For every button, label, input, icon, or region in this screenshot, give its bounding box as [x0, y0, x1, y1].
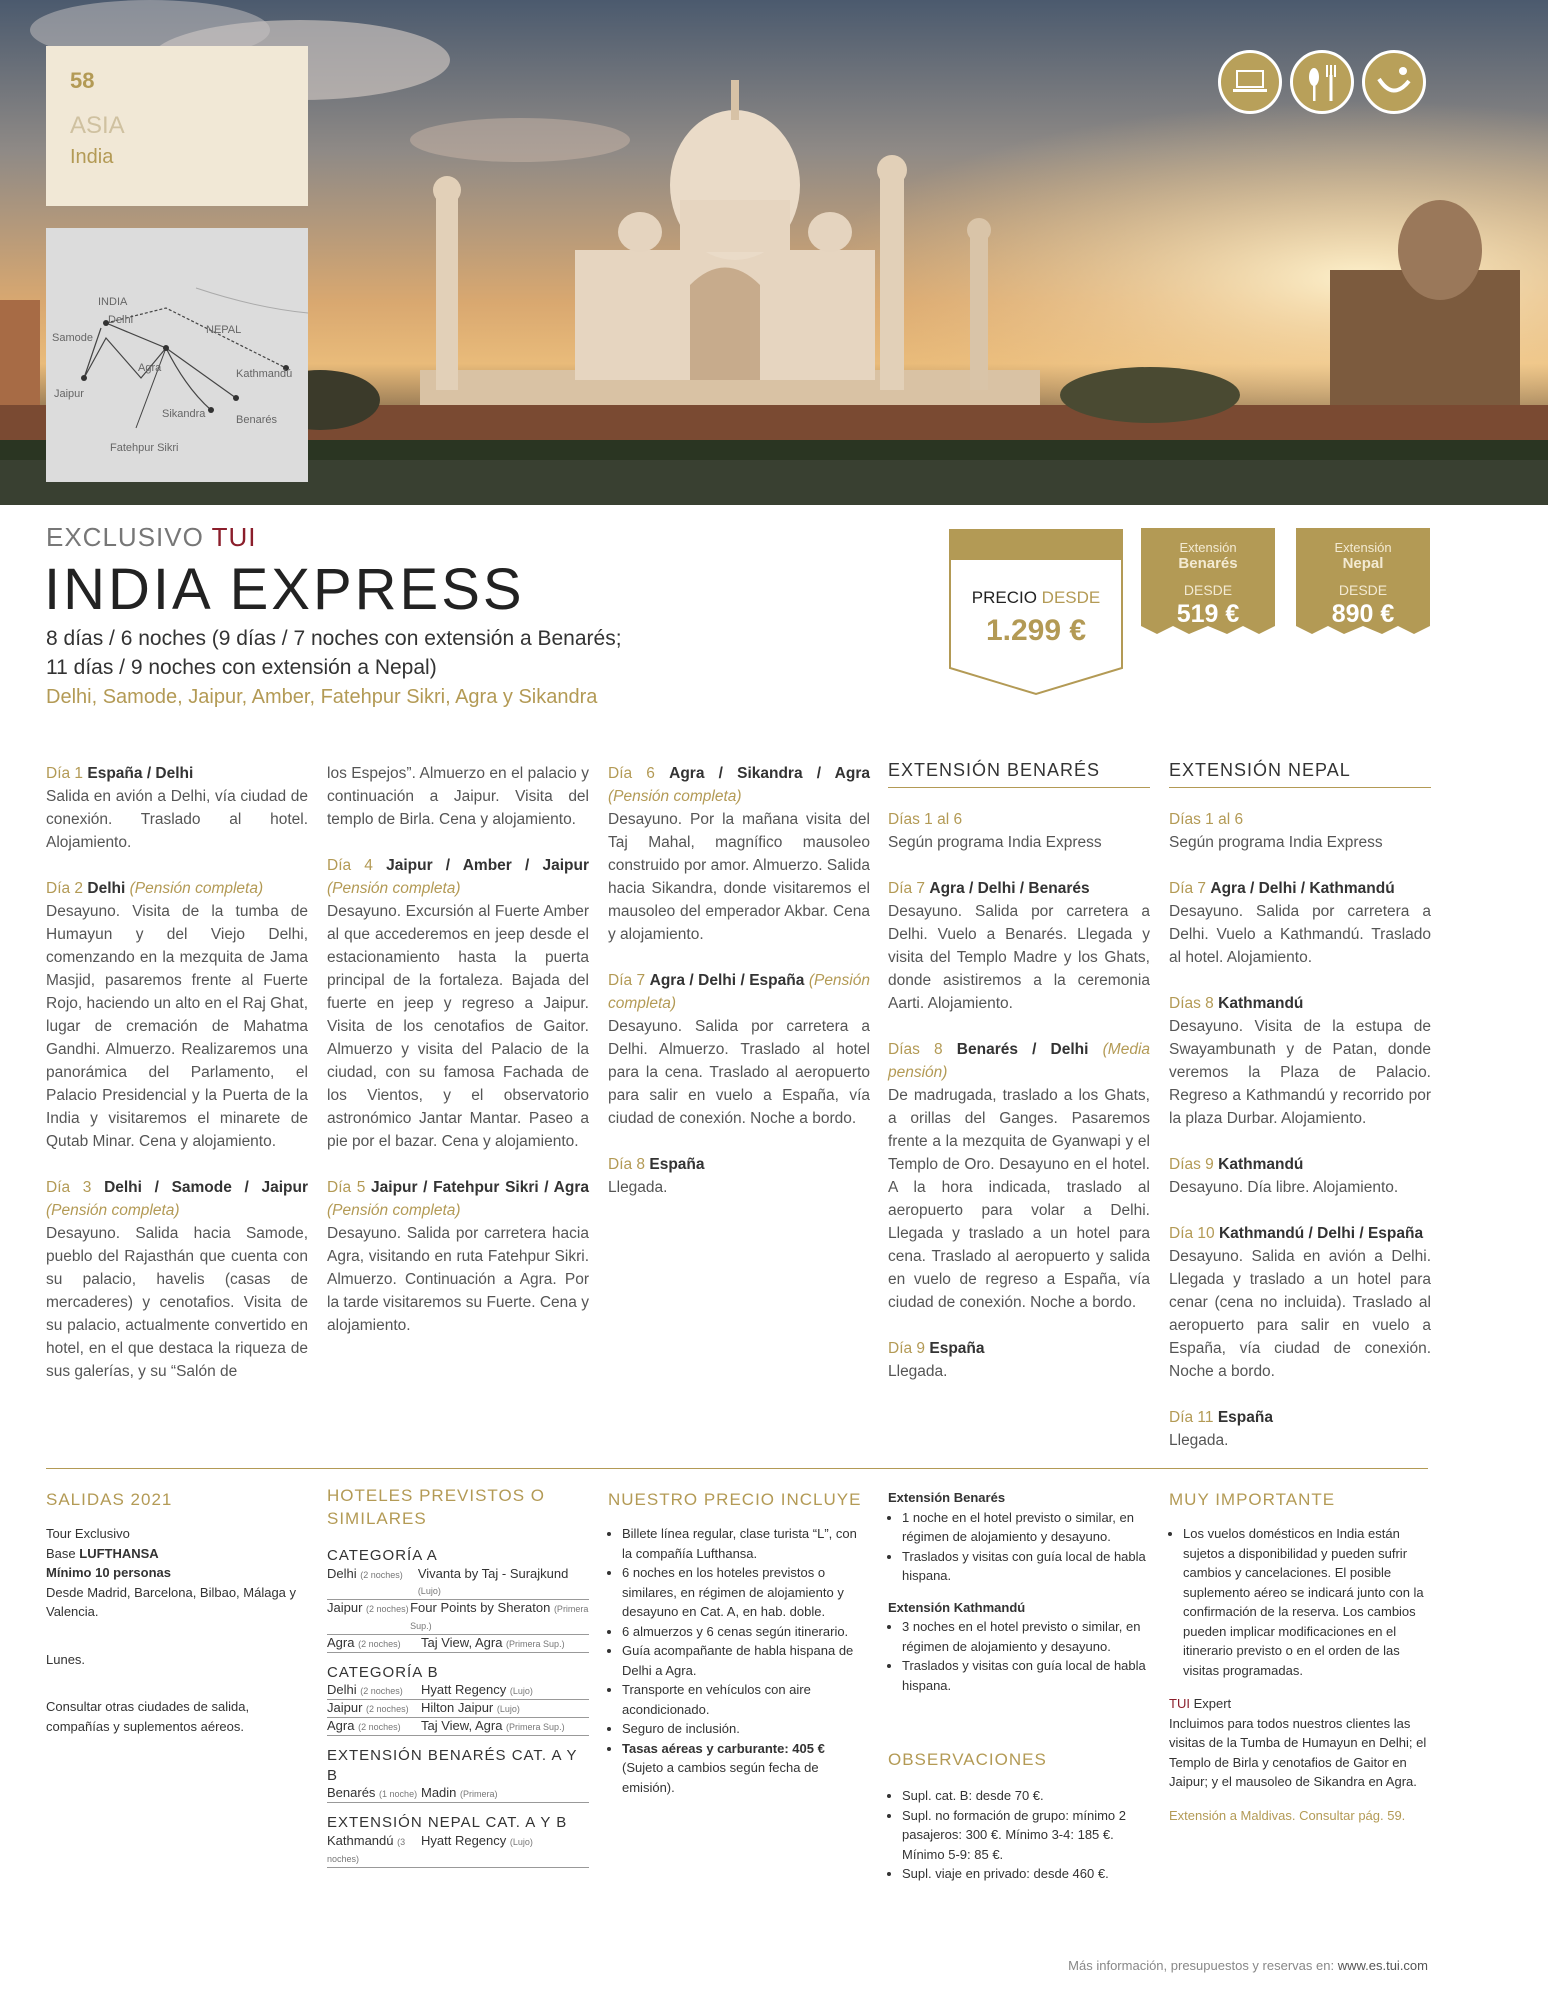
day-description: Desayuno. Salida por carretera a Delhi. Vuelo a Benarés. Llegada y visita del Templo Madre y los Ghats, donde asistiremos a la ceremonia Aarti. Alojamiento. [888, 903, 1150, 1012]
hotel-name-cell [421, 1635, 565, 1652]
day-number: Días 1 al 6 [1169, 811, 1244, 828]
hotel-city: Kathmandú [327, 1832, 394, 1848]
itinerary-day [327, 1176, 589, 1337]
itinerary-day [888, 1038, 1150, 1314]
price-from: DESDE [1041, 588, 1101, 607]
hotel-city-cell [327, 1700, 421, 1717]
day-description: Llegada. [888, 1363, 948, 1380]
footer-url[interactable]: www.es.tui.com [1337, 1958, 1428, 1973]
hotel-category: EXTENSIÓN BENARÉS CAT. A Y B [327, 1747, 578, 1784]
hotel-name: Hyatt Regency [421, 1682, 507, 1697]
list-item: • Seguro de inclusión. [622, 1719, 870, 1739]
extension-line-2: Nepal [1342, 555, 1384, 572]
list-item: • 3 noches en el hotel previsto o similar, en régimen de alojamiento y desayuno. [902, 1617, 1150, 1656]
day-heading [608, 765, 870, 805]
day-heading [888, 1041, 1150, 1081]
day-number: Día 10 [1169, 1225, 1215, 1242]
day-heading [888, 880, 1090, 897]
hotel-category-label: (Lujo) [509, 1836, 533, 1847]
day-route: España [1217, 1409, 1273, 1426]
hotel-category-label: (Primera) [460, 1789, 498, 1799]
benares-price-tag [1141, 528, 1275, 650]
day-heading [1169, 880, 1395, 897]
tasas-bold: Tasas aéreas y carburante: 405 € [622, 1740, 825, 1756]
hotel-row [327, 1566, 589, 1600]
ext-kathmandu-list [888, 1617, 1150, 1695]
hotel-name-cell [421, 1682, 533, 1699]
day-route: Kathmandú [1218, 995, 1304, 1012]
day-description: Desayuno. Salida por carretera a Delhi. Vuelo a Kathmandú. Traslado al hotel. Alojamiento. [1169, 903, 1431, 966]
tui-expert-brand: TUI [1169, 1696, 1190, 1711]
feature-icons [1218, 50, 1433, 116]
hotel-name-cell [421, 1833, 533, 1867]
day-route: Agra / Delhi / España [649, 972, 805, 989]
observaciones-block [888, 1786, 1150, 1884]
day-number: Día 7 [888, 880, 926, 897]
incluye-block [608, 1524, 870, 1797]
hotel-row [327, 1682, 589, 1700]
day-description: Salida en avión a Delhi, vía ciudad de conexión. Traslado al hotel. Alojamiento. [46, 788, 308, 851]
extension-line-1: Extensión [1179, 540, 1237, 555]
extension-line-1: Extensión [1334, 540, 1392, 555]
salidas-airline: LUFTHANSA [79, 1545, 159, 1561]
footer-text: Más información, presupuestos y reservas en: [1068, 1958, 1338, 1973]
day-number: Día 7 [1169, 880, 1207, 897]
extensions-included-block [888, 1488, 1150, 1695]
hotel-name: Taj View, Agra [421, 1718, 503, 1733]
hotel-nights: (3 noches) [327, 1836, 406, 1864]
day-route: Agra / Sikandra / Agra [669, 765, 870, 782]
day-number: Días 8 [1169, 995, 1214, 1012]
day-heading [1169, 1409, 1273, 1426]
itinerary-day [46, 877, 308, 1153]
day-pension: (Pensión completa) [129, 880, 264, 897]
price-tag-shape [948, 528, 1124, 696]
duration-line-1: 8 días / 6 noches (9 días / 7 noches con extensión a Benarés; [46, 627, 622, 650]
itinerary-day [1169, 1222, 1431, 1383]
extension-from: DESDE [1338, 582, 1388, 598]
list-item: • 1 noche en el hotel previsto o similar, en régimen de alojamiento y desayuno. [902, 1508, 1150, 1547]
kicker-brand: TUI [211, 522, 257, 552]
itinerary-day [888, 877, 1150, 1015]
day-pension: (Media pensión) [888, 1041, 1151, 1081]
day-number: Día 4 [327, 857, 373, 874]
incluye-heading: NUESTRO PRECIO INCLUYE [608, 1490, 862, 1509]
nepal-price-tag [1296, 528, 1430, 650]
hotel-name: Hyatt Regency [421, 1832, 507, 1848]
hotel-city: Delhi [327, 1682, 357, 1697]
hero-image [0, 0, 1548, 505]
hotel-category: CATEGORÍA B [327, 1663, 439, 1681]
map-label: Kathmandú [236, 368, 293, 380]
day-number: Día 5 [327, 1179, 366, 1196]
hotel-city: Benarés [327, 1785, 376, 1800]
day-description: Desayuno. Salida en avión a Delhi. Llegada y traslado a un hotel para cenar (cena no incluida). Traslado al aeropuerto para salir en vuelo a España, vía ciudad de conexión. Noche a bordo. [1169, 1248, 1431, 1380]
salidas-note: Consultar otras ciudades de salida, compañías y suplementos aéreos. [46, 1699, 250, 1734]
itinerary-day [46, 1176, 308, 1383]
day-route: España [929, 1340, 985, 1357]
hotel-category: EXTENSIÓN NEPAL CAT. A Y B [327, 1814, 568, 1831]
day-number: Día 7 [608, 972, 646, 989]
itinerary-column-2 [327, 762, 589, 1360]
itinerary-day [888, 808, 1150, 854]
list-item: • Traslados y visitas con guía local de habla hispana. [902, 1656, 1150, 1695]
tui-expert-title [1169, 1694, 1431, 1714]
map-label: Fatehpur Sikri [110, 442, 179, 454]
extension-nepal-heading: EXTENSIÓN NEPAL [1169, 760, 1431, 788]
day-heading [46, 765, 193, 782]
hoteles-heading: HOTELES PREVISTOS O SIMILARES [327, 1486, 546, 1528]
itinerary-column-5 [1169, 808, 1431, 1475]
hotel-nights: (2 noches) [366, 1603, 409, 1614]
map-label: Samode [52, 332, 93, 344]
list-item: • 6 almuerzos y 6 cenas según itinerario. [622, 1622, 870, 1642]
page-number: 58 [70, 68, 95, 93]
price-label [948, 588, 1124, 608]
map-label: NEPAL [206, 324, 242, 336]
kicker [46, 522, 256, 553]
hotel-nights: (2 noches) [358, 1638, 401, 1649]
hotel-row [327, 1785, 589, 1803]
day-route: Delhi / Samode / Jaipur [104, 1179, 308, 1196]
map-label: Agra [138, 362, 162, 374]
importante-block [1169, 1524, 1431, 1825]
list-item: • Supl. viaje en privado: desde 460 €. [902, 1864, 1150, 1884]
route-map [46, 228, 308, 482]
itinerary-day [1169, 1153, 1431, 1199]
day-description: Según programa India Express [888, 834, 1102, 851]
observaciones-list [888, 1786, 1150, 1884]
itinerary-column-4 [888, 808, 1150, 1406]
day-number: Días 8 [888, 1041, 943, 1058]
day-number: Día 3 [46, 1179, 92, 1196]
salidas-line: Tour Exclusivo [46, 1526, 130, 1541]
day-number: Días 9 [1169, 1156, 1214, 1173]
salidas-block [46, 1524, 308, 1736]
day-number: Día 6 [608, 765, 655, 782]
price-value: 1.299 € [985, 614, 1087, 647]
laptop-icon [1218, 50, 1282, 114]
cutlery-icon [1290, 50, 1354, 114]
hotels-block [327, 1536, 589, 1868]
hotel-city: Agra [327, 1718, 355, 1733]
main-price-tag [948, 528, 1124, 696]
day-pension: (Pensión completa) [608, 972, 870, 1012]
maldivas-link[interactable]: Extensión a Maldivas. Consultar pág. 59. [1169, 1807, 1406, 1823]
extension-label [1296, 540, 1430, 572]
day-pension: (Pensión completa) [46, 1202, 180, 1219]
hotel-name-cell [410, 1600, 589, 1634]
day-heading [1169, 1156, 1303, 1173]
observaciones-heading: OBSERVACIONES [888, 1750, 1047, 1769]
day-description: Desayuno. Visita de la tumba de Humayun y del Viejo Delhi, comenzando en la mezquita de Jama Masjid, pasaremos frente al Fuerte Rojo, haciendo un alto en el Raj Ghat, lugar de cremación de Mahatma Gandhi. Almuerzo. Realizaremos una panorámica del Parlamento, el Palacio Presidencial y la Puerta de la India y visitaremos el minarete de Qutab Minar. Cena y alojamiento. [46, 903, 308, 1150]
map-label: Jaipur [54, 388, 84, 400]
hotel-category-label: (Lujo) [417, 1585, 441, 1596]
day-number: Día 8 [608, 1156, 646, 1173]
day-description: Desayuno. Excursión al Fuerte Amber al que accederemos en jeep desde el estacionamiento hasta la puerta principal de la fortaleza. Bajada del fuerte en jeep y regreso a Jaipur. Visita de los cenotafios de Gaitor. Almuerzo y visita del Palacio de la ciudad, con su famosa Fachada de los Vientos, y el observatorio astronómico Jantar Mantar. Paseo a pie por el bazar. Cena y alojamiento. [327, 903, 589, 1150]
day-description: los Espejos”. Almuerzo en el palacio y continuación a Jaipur. Visita del templo de Birla. Cena y alojamiento. [327, 765, 589, 828]
itinerary-day [327, 854, 589, 1153]
itinerary-day [608, 762, 870, 946]
hotel-name: Four Points by Sheraton [410, 1599, 551, 1615]
section-divider [46, 1468, 1428, 1469]
hotel-city-cell [327, 1785, 421, 1802]
hotel-city: Agra [327, 1634, 355, 1650]
kicker-prefix: EXCLUSIVO [46, 522, 212, 552]
salidas-line: Mínimo 10 personas [46, 1565, 171, 1580]
itinerary-day [46, 762, 308, 854]
day-heading [1169, 995, 1303, 1012]
day-heading [608, 1156, 705, 1173]
hotel-nights: (2 noches) [360, 1686, 403, 1696]
hotel-name: Taj View, Agra [421, 1634, 503, 1650]
itinerary-day [1169, 992, 1431, 1130]
tui-smile-icon [1362, 50, 1426, 114]
hotel-name-cell [421, 1700, 520, 1717]
day-heading [888, 1340, 985, 1357]
day-pension: (Pensión completa) [608, 788, 742, 805]
hotel-row [327, 1600, 589, 1635]
extension-line-2: Benarés [1178, 555, 1238, 572]
hotel-row [327, 1833, 589, 1868]
hotel-name: Madin [421, 1785, 457, 1800]
region-label: ASIA [70, 112, 125, 139]
salidas-day: Lunes. [46, 1651, 86, 1667]
day-description: Según programa India Express [1169, 834, 1383, 851]
day-number: Día 2 [46, 880, 84, 897]
map-label: Benarés [236, 414, 277, 426]
day-heading [46, 1179, 308, 1219]
extension-benares-heading: EXTENSIÓN BENARÉS [888, 760, 1150, 788]
day-route: España / Delhi [87, 765, 194, 782]
salidas-heading: SALIDAS 2021 [46, 1490, 173, 1509]
itinerary-column-1 [46, 762, 308, 1406]
day-number: Día 11 [1169, 1409, 1214, 1426]
hotel-category: CATEGORÍA A [327, 1547, 438, 1564]
day-description: Desayuno. Día libre. Alojamiento. [1169, 1179, 1399, 1196]
hotel-name-cell [418, 1566, 589, 1599]
day-number: Día 1 [46, 765, 84, 782]
extension-label [1141, 540, 1275, 572]
hotel-city: Jaipur [327, 1700, 363, 1715]
day-description: Llegada. [608, 1179, 668, 1196]
hotel-category-label: (Primera Sup.) [410, 1603, 589, 1631]
day-route: Jaipur / Amber / Jaipur [386, 857, 589, 874]
day-heading [1169, 1225, 1423, 1242]
ext-kathmandu-title: Extensión Kathmandú [888, 1599, 1026, 1615]
day-route: España [649, 1156, 705, 1173]
salidas-line: Desde Madrid, Barcelona, Bilbao, Málaga y Valencia. [46, 1584, 297, 1619]
day-route: Kathmandú [1218, 1156, 1304, 1173]
list-item: • Guía acompañante de habla hispana de Delhi a Agra. [622, 1641, 870, 1680]
itinerary-day [888, 1337, 1150, 1383]
day-route: Delhi [87, 880, 126, 897]
hotel-nights: (2 noches) [366, 1704, 409, 1714]
hotel-category-label: (Primera Sup.) [506, 1638, 565, 1649]
day-heading [608, 972, 870, 1012]
map-label: Sikandra [162, 408, 206, 420]
hotel-category-label: (Lujo) [509, 1686, 533, 1696]
page-tag [46, 46, 308, 206]
day-route: Agra / Delhi / Kathmandú [1210, 880, 1395, 897]
hotel-city-cell [327, 1635, 421, 1652]
itinerary-day [608, 1153, 870, 1199]
tui-expert-text: Incluimos para todos nuestros clientes las visitas de la Tumba de Humayun en Delhi; el Templo de Birla y cenotafios de Gaitor en Jaipur; y el mausoleo de Sikandra en Agra. [1169, 1715, 1427, 1789]
hotel-name-cell [421, 1718, 565, 1735]
ext-benares-title: Extensión Benarés [888, 1490, 1006, 1505]
list-item: • Supl. no formación de grupo: mínimo 2 pasajeros: 300 €. Mínimo 3-4: 185 €. Mínimo 5-9: 85 €. [902, 1806, 1150, 1865]
list-item: • Traslados y visitas con guía local de habla hispana. [902, 1547, 1150, 1586]
hotel-nights: (1 noche) [379, 1789, 418, 1799]
tui-expert-label: Expert [1189, 1696, 1232, 1711]
cities-list: Delhi, Samode, Jaipur, Amber, Fatehpur Sikri, Agra y Sikandra [46, 686, 598, 708]
itinerary-day [327, 762, 589, 831]
day-route: Agra / Delhi / Benarés [929, 880, 1090, 897]
hotel-row [327, 1718, 589, 1736]
importante-heading: MUY IMPORTANTE [1169, 1490, 1336, 1509]
duration-line-2: 11 días / 9 noches con extensión a Nepal) [46, 656, 437, 679]
hotel-nights: (2 noches) [360, 1569, 403, 1580]
day-description: Desayuno. Salida por carretera a Delhi. Almuerzo. Traslado al hotel para la cena. Traslado al aeropuerto para salir en vuelo a España, vía ciudad de conexión. Noche a bordo. [608, 1018, 870, 1127]
itinerary-column-3 [608, 762, 870, 1222]
day-description: Desayuno. Salida por carretera hacia Agra, visitando en ruta Fatehpur Sikri. Almuerzo. Continuación a Agra. Por la tarde visitaremos su Fuerte. Cena y alojamiento. [327, 1225, 589, 1334]
itinerary-day [1169, 808, 1431, 854]
list-item: • Los vuelos domésticos en India están sujetos a disponibilidad y pueden sufrir cambios y cancelaciones. El posible suplemento aéreo se indicará junto con la confirmación de la reserva. Los cambios pueden implicar modificaciones en el itinerario previsto o en el orden de las visitas programadas. [1183, 1524, 1431, 1680]
map-label: INDIA [98, 296, 128, 308]
page-title: INDIA EXPRESS [44, 557, 525, 622]
hotel-city-cell [327, 1718, 421, 1735]
hotel-city-cell [327, 1682, 421, 1699]
footer [1040, 1958, 1428, 1973]
duration-subtitle [46, 624, 806, 682]
hotel-row [327, 1635, 589, 1653]
hotel-city-cell [327, 1600, 410, 1634]
day-heading [1169, 811, 1243, 828]
day-description: Desayuno. Salida hacia Samode, pueblo del Rajasthán que cuenta con su palacio, havelis (casas de mercaderes) y cenotafios. Visita de su palacio, actualmente convertido en hotel, en el que destaca la riqueza de sus galerías, y su “Salón de [46, 1225, 308, 1380]
incluye-list [608, 1524, 870, 1739]
day-heading [327, 1179, 589, 1219]
day-route: Jaipur / Fatehpur Sikri / Agra [371, 1179, 589, 1196]
importante-list [1169, 1524, 1431, 1680]
day-description: Llegada. [1169, 1432, 1229, 1449]
hotel-category-label: (Lujo) [496, 1704, 520, 1714]
extension-from: DESDE [1183, 582, 1233, 598]
day-description: Desayuno. Visita de la estupa de Swayambunath y de Patan, donde veremos la Plaza de Palacio. Regreso a Kathmandú y recorrido por la plaza Durbar. Alojamiento. [1169, 1018, 1431, 1127]
day-route: Benarés / Delhi [956, 1041, 1089, 1058]
ext-benares-list [888, 1508, 1150, 1586]
salidas-line [46, 1544, 308, 1564]
hotel-category-label: (Primera Sup.) [506, 1722, 565, 1732]
tasas-note: (Sujeto a cambios según fecha de emisión). [622, 1760, 819, 1795]
itinerary-day [1169, 877, 1431, 969]
hotel-name: Vivanta by Taj - Surajkund [417, 1565, 569, 1581]
hotel-row [327, 1700, 589, 1718]
list-item: • 6 noches en los hoteles previstos o similares, en régimen de alojamiento y desayuno en Cat. A, en hab. doble. [622, 1563, 870, 1622]
list-item: • Transporte en vehículos con aire acondicionado. [622, 1680, 870, 1719]
day-description: De madrugada, traslado a los Ghats, a orillas del Ganges. Pasaremos frente a la mezquita de Gyanwapi y el Templo de Oro. Desayuno en el hotel. A la hora indicada, traslado al aeropuerto para volar a Delhi. Llegada y traslado a un hotel para cena. Traslado al aeropuerto y salida en vuelo de regreso a España, vía ciudad de conexión. Noche a bordo. [888, 1087, 1150, 1311]
extension-price: 519 € [1176, 600, 1240, 628]
day-heading [46, 880, 263, 897]
list-item: • Billete línea regular, clase turista “L”, con la compañía Lufthansa. [622, 1524, 870, 1563]
list-item: • Supl. cat. B: desde 70 €. [902, 1786, 1150, 1806]
hotel-city: Jaipur [327, 1599, 363, 1615]
day-number: Días 1 al 6 [888, 811, 963, 828]
day-pension: (Pensión completa) [327, 880, 461, 897]
itinerary-day [1169, 1406, 1431, 1452]
hotel-city-cell [327, 1566, 418, 1599]
itinerary-day [608, 969, 870, 1130]
price-label-text: PRECIO [971, 588, 1037, 607]
day-route: Kathmandú / Delhi / España [1218, 1225, 1424, 1242]
incluye-item [622, 1739, 870, 1798]
day-heading [888, 811, 962, 828]
extension-price: 890 € [1331, 600, 1395, 628]
hotel-nights: (2 noches) [358, 1722, 401, 1732]
country-label: India [70, 146, 114, 168]
day-number: Día 9 [888, 1340, 926, 1357]
salidas-base: Base [46, 1545, 80, 1561]
hotel-name-cell [421, 1785, 498, 1802]
hotel-city-cell [327, 1833, 421, 1867]
map-label: Delhi [108, 314, 134, 326]
hotel-name: Hilton Jaipur [421, 1700, 494, 1715]
day-heading [327, 857, 589, 897]
day-pension: (Pensión completa) [327, 1202, 461, 1219]
hotel-city: Delhi [327, 1565, 357, 1581]
day-description: Desayuno. Por la mañana visita del Taj Mahal, magnífico mausoleo construido por amor. Almuerzo. Salida hacia Sikandra, donde visitaremos el mausoleo del emperador Akbar. Cena y alojamiento. [608, 811, 870, 943]
